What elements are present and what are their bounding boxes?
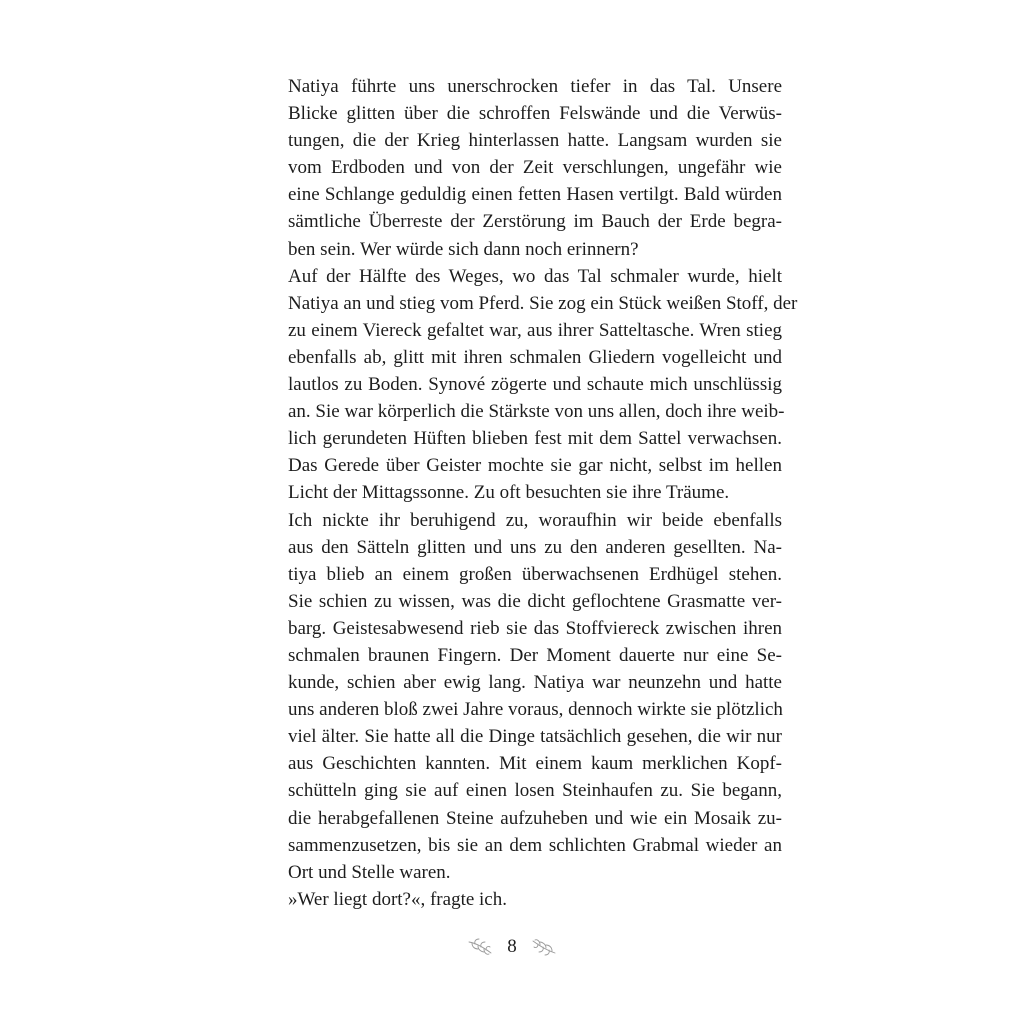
text-line: zu einem Viereck gefaltet war, aus ihrer Satteltasche. Wren stieg: [288, 319, 782, 341]
text-line: Licht der Mittagssonne. Zu oft besuchten sie ihre Träume.: [288, 482, 730, 504]
text-line: schmalen braunen Fingern. Der Moment dauerte nur eine Se-: [288, 644, 782, 666]
text-line: »Wer liegt dort?«, fragte ich.: [288, 888, 507, 910]
paragraph-2: [270, 263, 798, 507]
text-line: Natiya an und stieg vom Pferd. Sie zog ein Stück weißen Stoff, der: [288, 292, 798, 314]
text-line: ebenfalls ab, glitt mit ihren schmalen Gliedern vogelleicht und: [288, 346, 782, 368]
text-line: tiya blieb an einem großen überwachsenen Erdhügel stehen.: [288, 563, 782, 585]
text-line: viel älter. Sie hatte all die Dinge tatsächlich gesehen, die wir nur: [288, 726, 782, 748]
text-line: lich gerundeten Hüften blieben fest mit dem Sattel verwachsen.: [288, 428, 782, 450]
text-line: ben sein. Wer würde sich dann noch erinnern?: [288, 238, 639, 260]
page-footer: [0, 936, 1024, 958]
text-line: schütteln ging sie auf einen losen Steinhaufen zu. Sie begann,: [288, 780, 782, 802]
text-line: sämtliche Überreste der Zerstörung im Bauch der Erde begra-: [288, 211, 782, 233]
text-line: Ort und Stelle waren.: [288, 861, 451, 883]
body-text: [270, 73, 798, 913]
text-line: uns anderen bloß zwei Jahre voraus, dennoch wirkte sie plötzlich: [288, 699, 783, 721]
text-line: barg. Geistesabwesend rieb sie das Stoffviereck zwischen ihren: [288, 617, 782, 639]
text-line: Auf der Hälfte des Weges, wo das Tal schmaler wurde, hielt: [288, 265, 782, 287]
leaf-ornament-icon: [531, 938, 557, 956]
page-number: 8: [507, 936, 517, 957]
paragraph-4: [270, 886, 782, 913]
text-line: vom Erdboden und von der Zeit verschlungen, ungefähr wie: [288, 157, 782, 179]
text-line: Sie schien zu wissen, was die dicht geflochtene Grasmatte ver-: [288, 590, 782, 612]
text-line: Blicke glitten über die schroffen Felswände und die Verwüs-: [288, 103, 782, 125]
text-line: sammenzusetzen, bis sie an dem schlichten Grabmal wieder an: [288, 834, 782, 856]
text-line: eine Schlange geduldig einen fetten Hasen vertilgt. Bald würden: [288, 184, 782, 206]
text-line: tungen, die der Krieg hinterlassen hatte. Langsam wurden sie: [288, 130, 782, 152]
text-line: aus Geschichten kannten. Mit einem kaum merklichen Kopf-: [288, 753, 782, 775]
text-line: Das Gerede über Geister mochte sie gar nicht, selbst im hellen: [288, 455, 782, 477]
text-line: an. Sie war körperlich die Stärkste von uns allen, doch ihre weib-: [288, 401, 785, 423]
text-line: kunde, schien aber ewig lang. Natiya war neunzehn und hatte: [288, 672, 782, 694]
text-line: lautlos zu Boden. Synové zögerte und schaute mich unschlüssig: [288, 374, 782, 396]
text-line: die herabgefallenen Steine aufzuheben und wie ein Mosaik zu-: [288, 807, 782, 829]
paragraph-3: [270, 507, 782, 886]
text-line: Ich nickte ihr beruhigend zu, woraufhin wir beide ebenfalls: [288, 509, 782, 531]
leaf-ornament-icon: [467, 938, 493, 956]
text-line: Natiya führte uns unerschrocken tiefer in das Tal. Unsere: [288, 76, 782, 97]
paragraph-1: [270, 73, 782, 263]
text-line: aus den Sätteln glitten und uns zu den anderen gesellten. Na-: [288, 536, 782, 558]
